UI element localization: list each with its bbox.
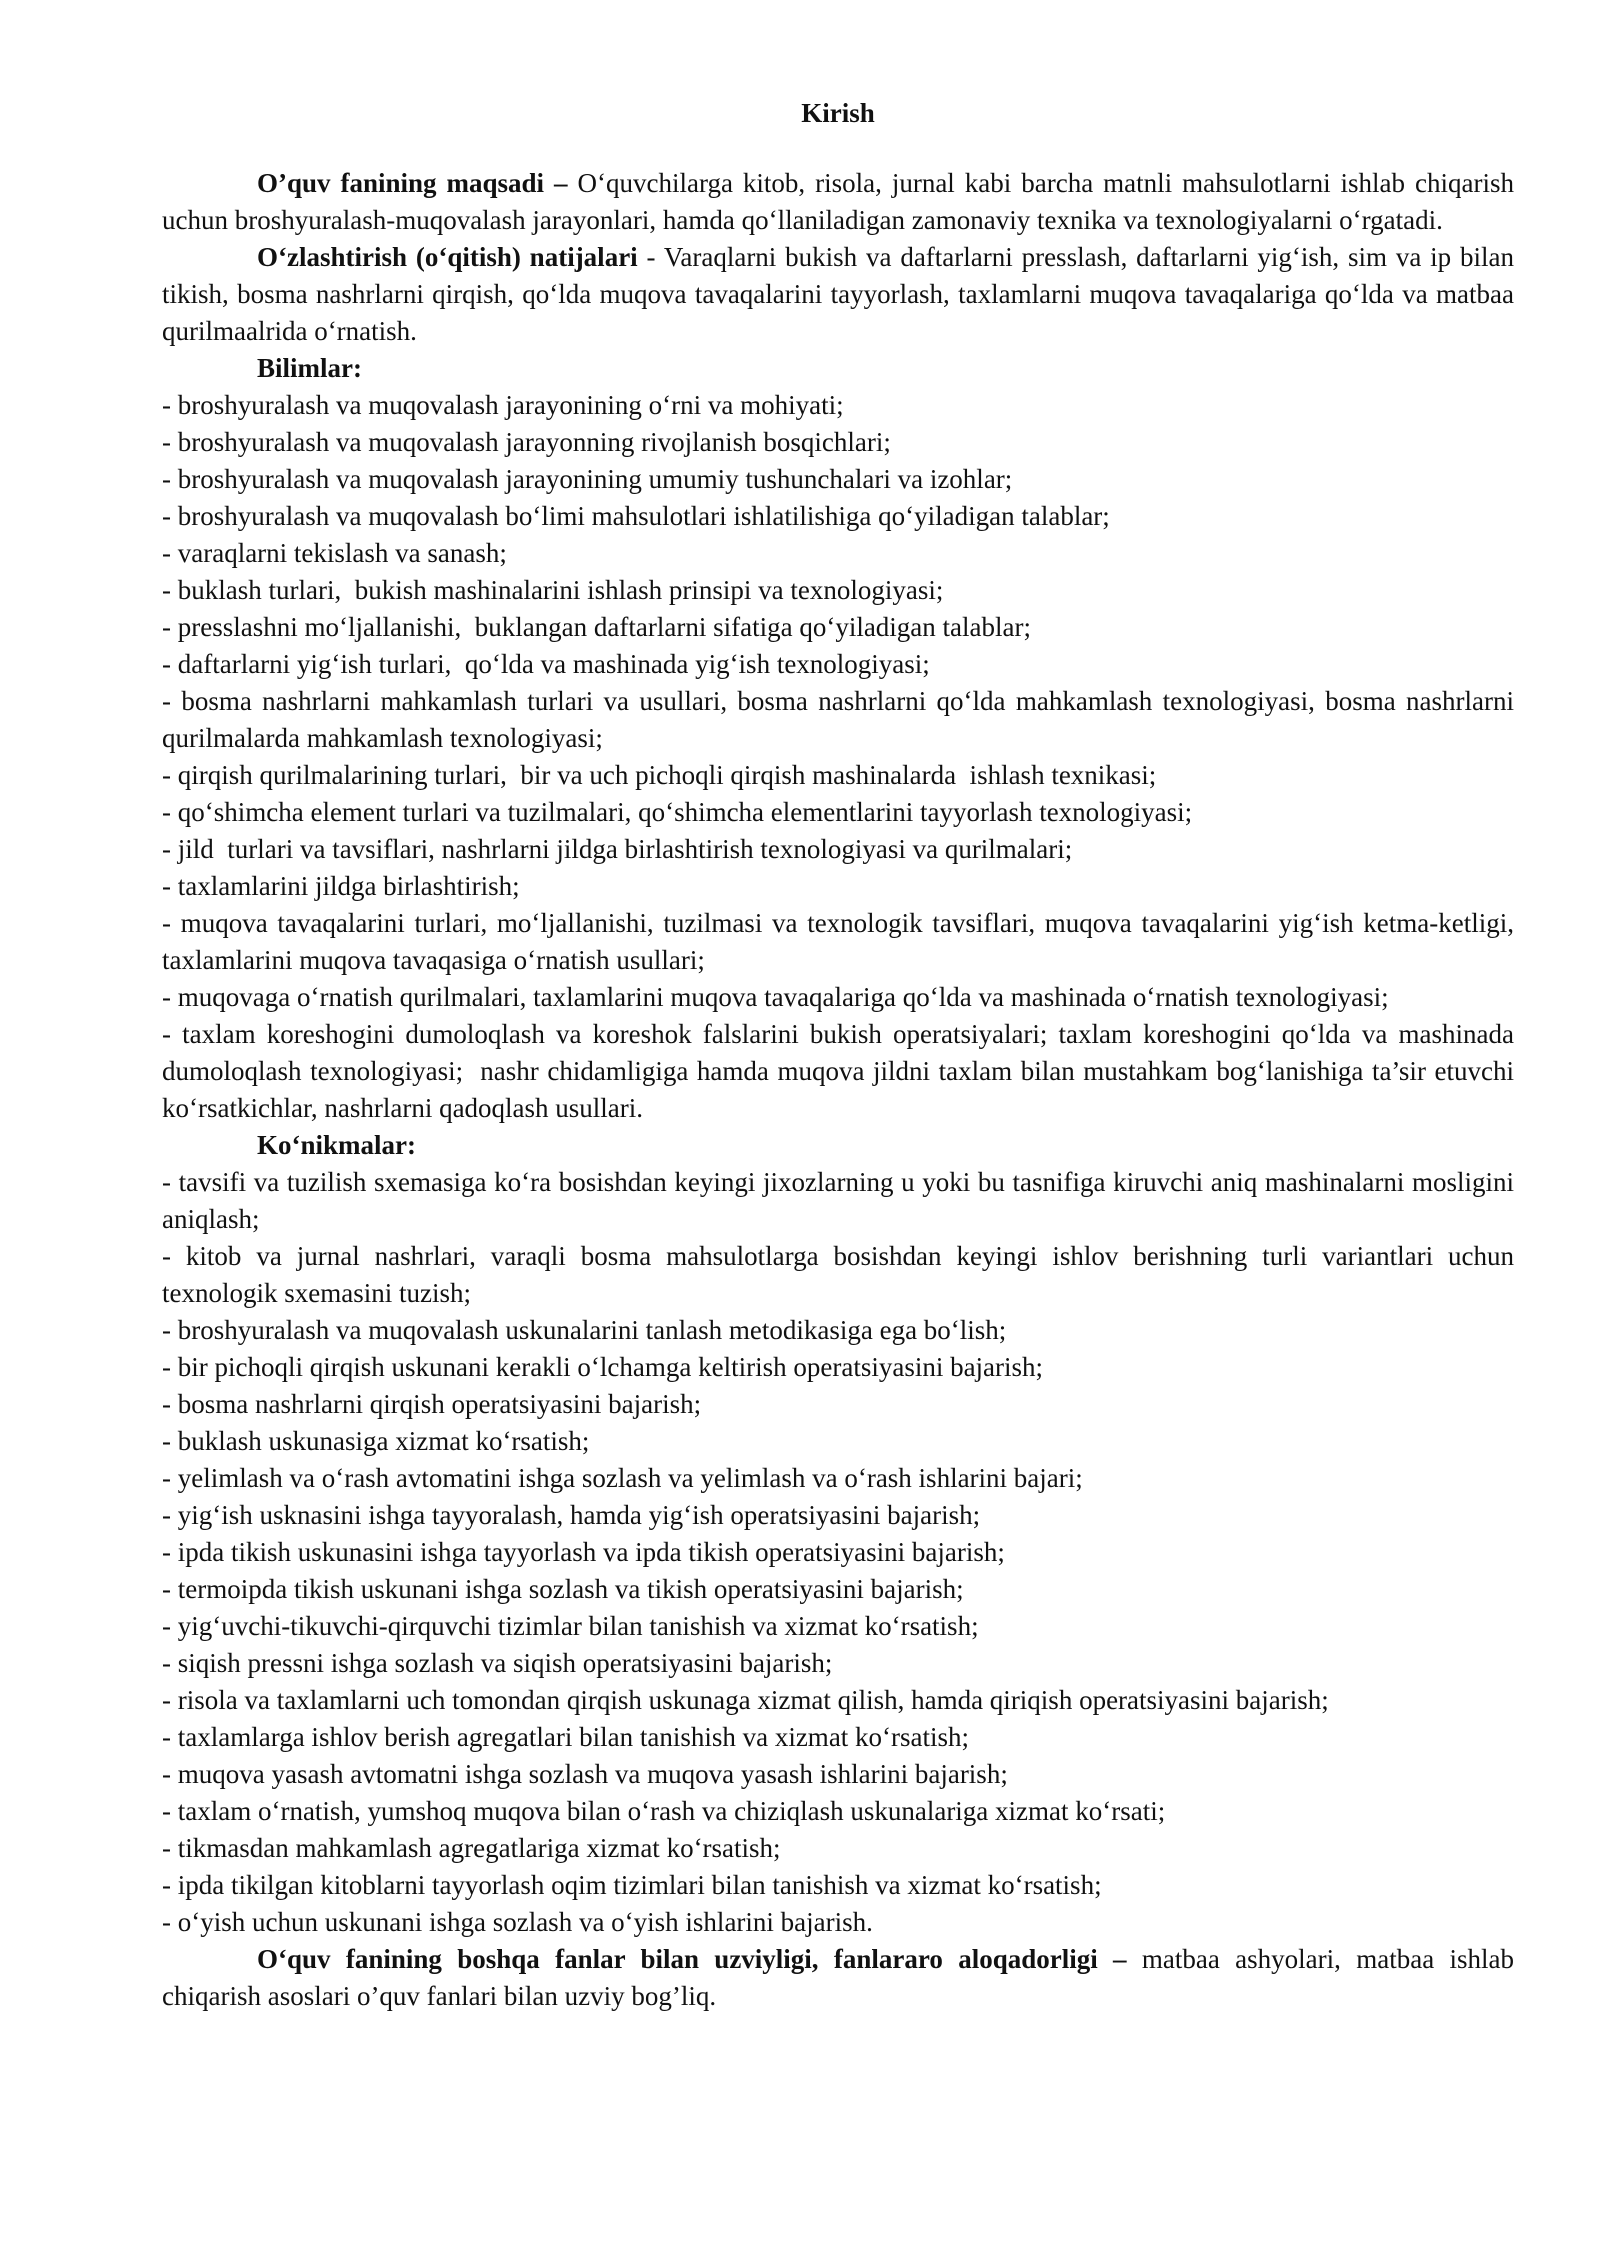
list-item: - buklash uskunasiga xizmat ko‘rsatish; bbox=[162, 1426, 590, 1456]
list-item: - o‘yish uchun uskunani ishga sozlash va o‘yish ishlarini bajarish. bbox=[162, 1907, 873, 1937]
list-item: - yelimlash va o‘rash avtomatini ishga sozlash va yelimlash va o‘rash ishlarini bajari; bbox=[162, 1463, 1083, 1493]
bilimlar-heading: Bilimlar: bbox=[257, 353, 362, 383]
list-item: - buklash turlari, bukish mashinalarini ishlash prinsipi va texnologiyasi; bbox=[162, 575, 944, 605]
page-title: Kirish bbox=[801, 98, 875, 128]
paragraph-maqsad bbox=[162, 165, 1514, 239]
list-item: - tavsifi va tuzilish sxemasiga ko‘ra bosishdan keyingi jixozlarning u yoki bu tasnifiga kiruvchi aniq mashinalarni mosligini aniqlash; bbox=[162, 1167, 1521, 1234]
paragraph-natijalar bbox=[162, 239, 1514, 350]
list-item: - bir pichoqli qirqish uskunani kerakli o‘lchamga keltirish operatsiyasini bajarish; bbox=[162, 1352, 1044, 1382]
list-item: - presslashni mo‘ljallanishi, buklangan daftarlarni sifatiga qo‘yiladigan talablar; bbox=[162, 612, 1031, 642]
list-item: - risola va taxlamlarni uch tomondan qirqish uskunaga xizmat qilish, hamda qiriqish operatsiyasini bajarish; bbox=[162, 1685, 1329, 1715]
natijalar-label: O‘zlashtirish (o‘qitish) natijalari bbox=[257, 242, 638, 272]
list-item: - daftarlarni yig‘ish turlari, qo‘lda va mashinada yig‘ish texnologiyasi; bbox=[162, 649, 930, 679]
list-item: - taxlam koreshogini dumoloqlash va koreshok falslarini bukish operatsiyalari; taxlam koreshogini qo‘lda va mashinada dumoloqlash texnologiyasi; nashr chidamligiga hamda muqova jildni taxlam bilan mustahkam bog‘lanishiga ta’sir etuvchi ko‘rsatkichlar, nashrlarni qadoqlash usullari. bbox=[162, 1019, 1521, 1123]
maqsad-text: O‘quvchilarga kitob, risola, jurnal kabi barcha matnli mahsulotlarni ishlab chiqarish uchun broshyuralash-muqovalash jarayonlari, hamda qo‘llaniladigan zamonaviy texnika va texnologiyalarni o‘rgatadi. bbox=[162, 168, 1514, 235]
list-item: - broshyuralash va muqovalash uskunalarini tanlash metodikasiga ega bo‘lish; bbox=[162, 1315, 1007, 1345]
natijalar-text: - Varaqlarni bukish va daftarlarni presslash, daftarlarni yig‘ish, sim va ip bilan tikish, bosma nashrlarni qirqish, qo‘lda muqova tavaqalarini tayyorlash, taxlamlarni muqova tavaqalariga qo‘lda va matbaa qurilmaalrida o‘rnatish. bbox=[162, 242, 1515, 346]
list-item: - muqovaga o‘rnatish qurilmalari, taxlamlarini muqova tavaqalariga qo‘lda va mashinada o‘rnatish texnologiyasi; bbox=[162, 982, 1389, 1012]
list-item: - broshyuralash va muqovalash bo‘limi mahsulotlari ishlatilishiga qo‘yiladigan talablar; bbox=[162, 501, 1110, 531]
list-item: - termoipda tikish uskunani ishga sozlash va tikish operatsiyasini bajarish; bbox=[162, 1574, 964, 1604]
list-item: - jild turlari va tavsiflari, nashrlarni jildga birlashtirish texnologiyasi va qurilmalari; bbox=[162, 834, 1073, 864]
list-item: - broshyuralash va muqovalash jarayonining umumiy tushunchalari va izohlar; bbox=[162, 464, 1013, 494]
list-item: - taxlam o‘rnatish, yumshoq muqova bilan o‘rash va chiziqlash uskunalariga xizmat ko‘rsati; bbox=[162, 1796, 1166, 1826]
list-item: - taxlamlarini jildga birlashtirish; bbox=[162, 871, 520, 901]
list-item: - tikmasdan mahkamlash agregatlariga xizmat ko‘rsatish; bbox=[162, 1833, 781, 1863]
list-item: - broshyuralash va muqovalash jarayonning rivojlanish bosqichlari; bbox=[162, 427, 891, 457]
list-item: - yig‘uvchi-tikuvchi-qirquvchi tizimlar bilan tanishish va xizmat ko‘rsatish; bbox=[162, 1611, 979, 1641]
list-item: - bosma nashrlarni mahkamlash turlari va usullari, bosma nashrlarni qo‘lda mahkamlash texnologiyasi, bosma nashrlarni qurilmalarda mahkamlash texnologiyasi; bbox=[162, 686, 1521, 753]
list-item: - kitob va jurnal nashrlari, varaqli bosma mahsulotlarga bosishdan keyingi ishlov berishning turli variantlari uchun texnologik sxemasini tuzish; bbox=[162, 1241, 1521, 1308]
uzviylik-label: O‘quv fanining boshqa fanlar bilan uzviyligi, fanlararo aloqadorligi – bbox=[257, 1944, 1127, 1974]
list-item: - ipda tikish uskunasini ishga tayyorlash va ipda tikish operatsiyasini bajarish; bbox=[162, 1537, 1005, 1567]
list-item: - taxlamlarga ishlov berish agregatlari bilan tanishish va xizmat ko‘rsatish; bbox=[162, 1722, 970, 1752]
paragraph-uzviylik bbox=[162, 1941, 1514, 2015]
list-item: - qo‘shimcha element turlari va tuzilmalari, qo‘shimcha elementlarini tayyorlash texnologiyasi; bbox=[162, 797, 1193, 827]
list-item: - ipda tikilgan kitoblarni tayyorlash oqim tizimlari bilan tanishish va xizmat ko‘rsatish; bbox=[162, 1870, 1102, 1900]
konikmalar-heading: Ko‘nikmalar: bbox=[257, 1130, 416, 1160]
list-item: - yig‘ish usknasini ishga tayyoralash, hamda yig‘ish operatsiyasini bajarish; bbox=[162, 1500, 981, 1530]
list-item: - muqova yasash avtomatni ishga sozlash va muqova yasash ishlarini bajarish; bbox=[162, 1759, 1008, 1789]
list-item: - broshyuralash va muqovalash jarayonining o‘rni va mohiyati; bbox=[162, 390, 844, 420]
maqsad-label: O’quv fanining maqsadi – bbox=[257, 168, 568, 198]
list-item: - varaqlarni tekislash va sanash; bbox=[162, 538, 507, 568]
uzviylik-text: matbaa ashyolari, matbaa ishlab chiqarish asoslari o’quv fanlari bilan uzviy bog’liq. bbox=[162, 1944, 1514, 2011]
list-item: - muqova tavaqalarini turlari, mo‘ljallanishi, tuzilmasi va texnologik tavsiflari, muqova tavaqalarini yig‘ish ketma-ketligi, taxlamlarini muqova tavaqasiga o‘rnatish usullari; bbox=[162, 908, 1521, 975]
list-item: - qirqish qurilmalarining turlari, bir va uch pichoqli qirqish mashinalarda ishlash texnikasi; bbox=[162, 760, 1157, 790]
konikmalar-list bbox=[162, 1164, 1521, 1941]
list-item: - siqish pressni ishga sozlash va siqish operatsiyasini bajarish; bbox=[162, 1648, 833, 1678]
list-item: - bosma nashrlarni qirqish operatsiyasini bajarish; bbox=[162, 1389, 702, 1419]
bilimlar-list bbox=[162, 387, 1521, 1127]
